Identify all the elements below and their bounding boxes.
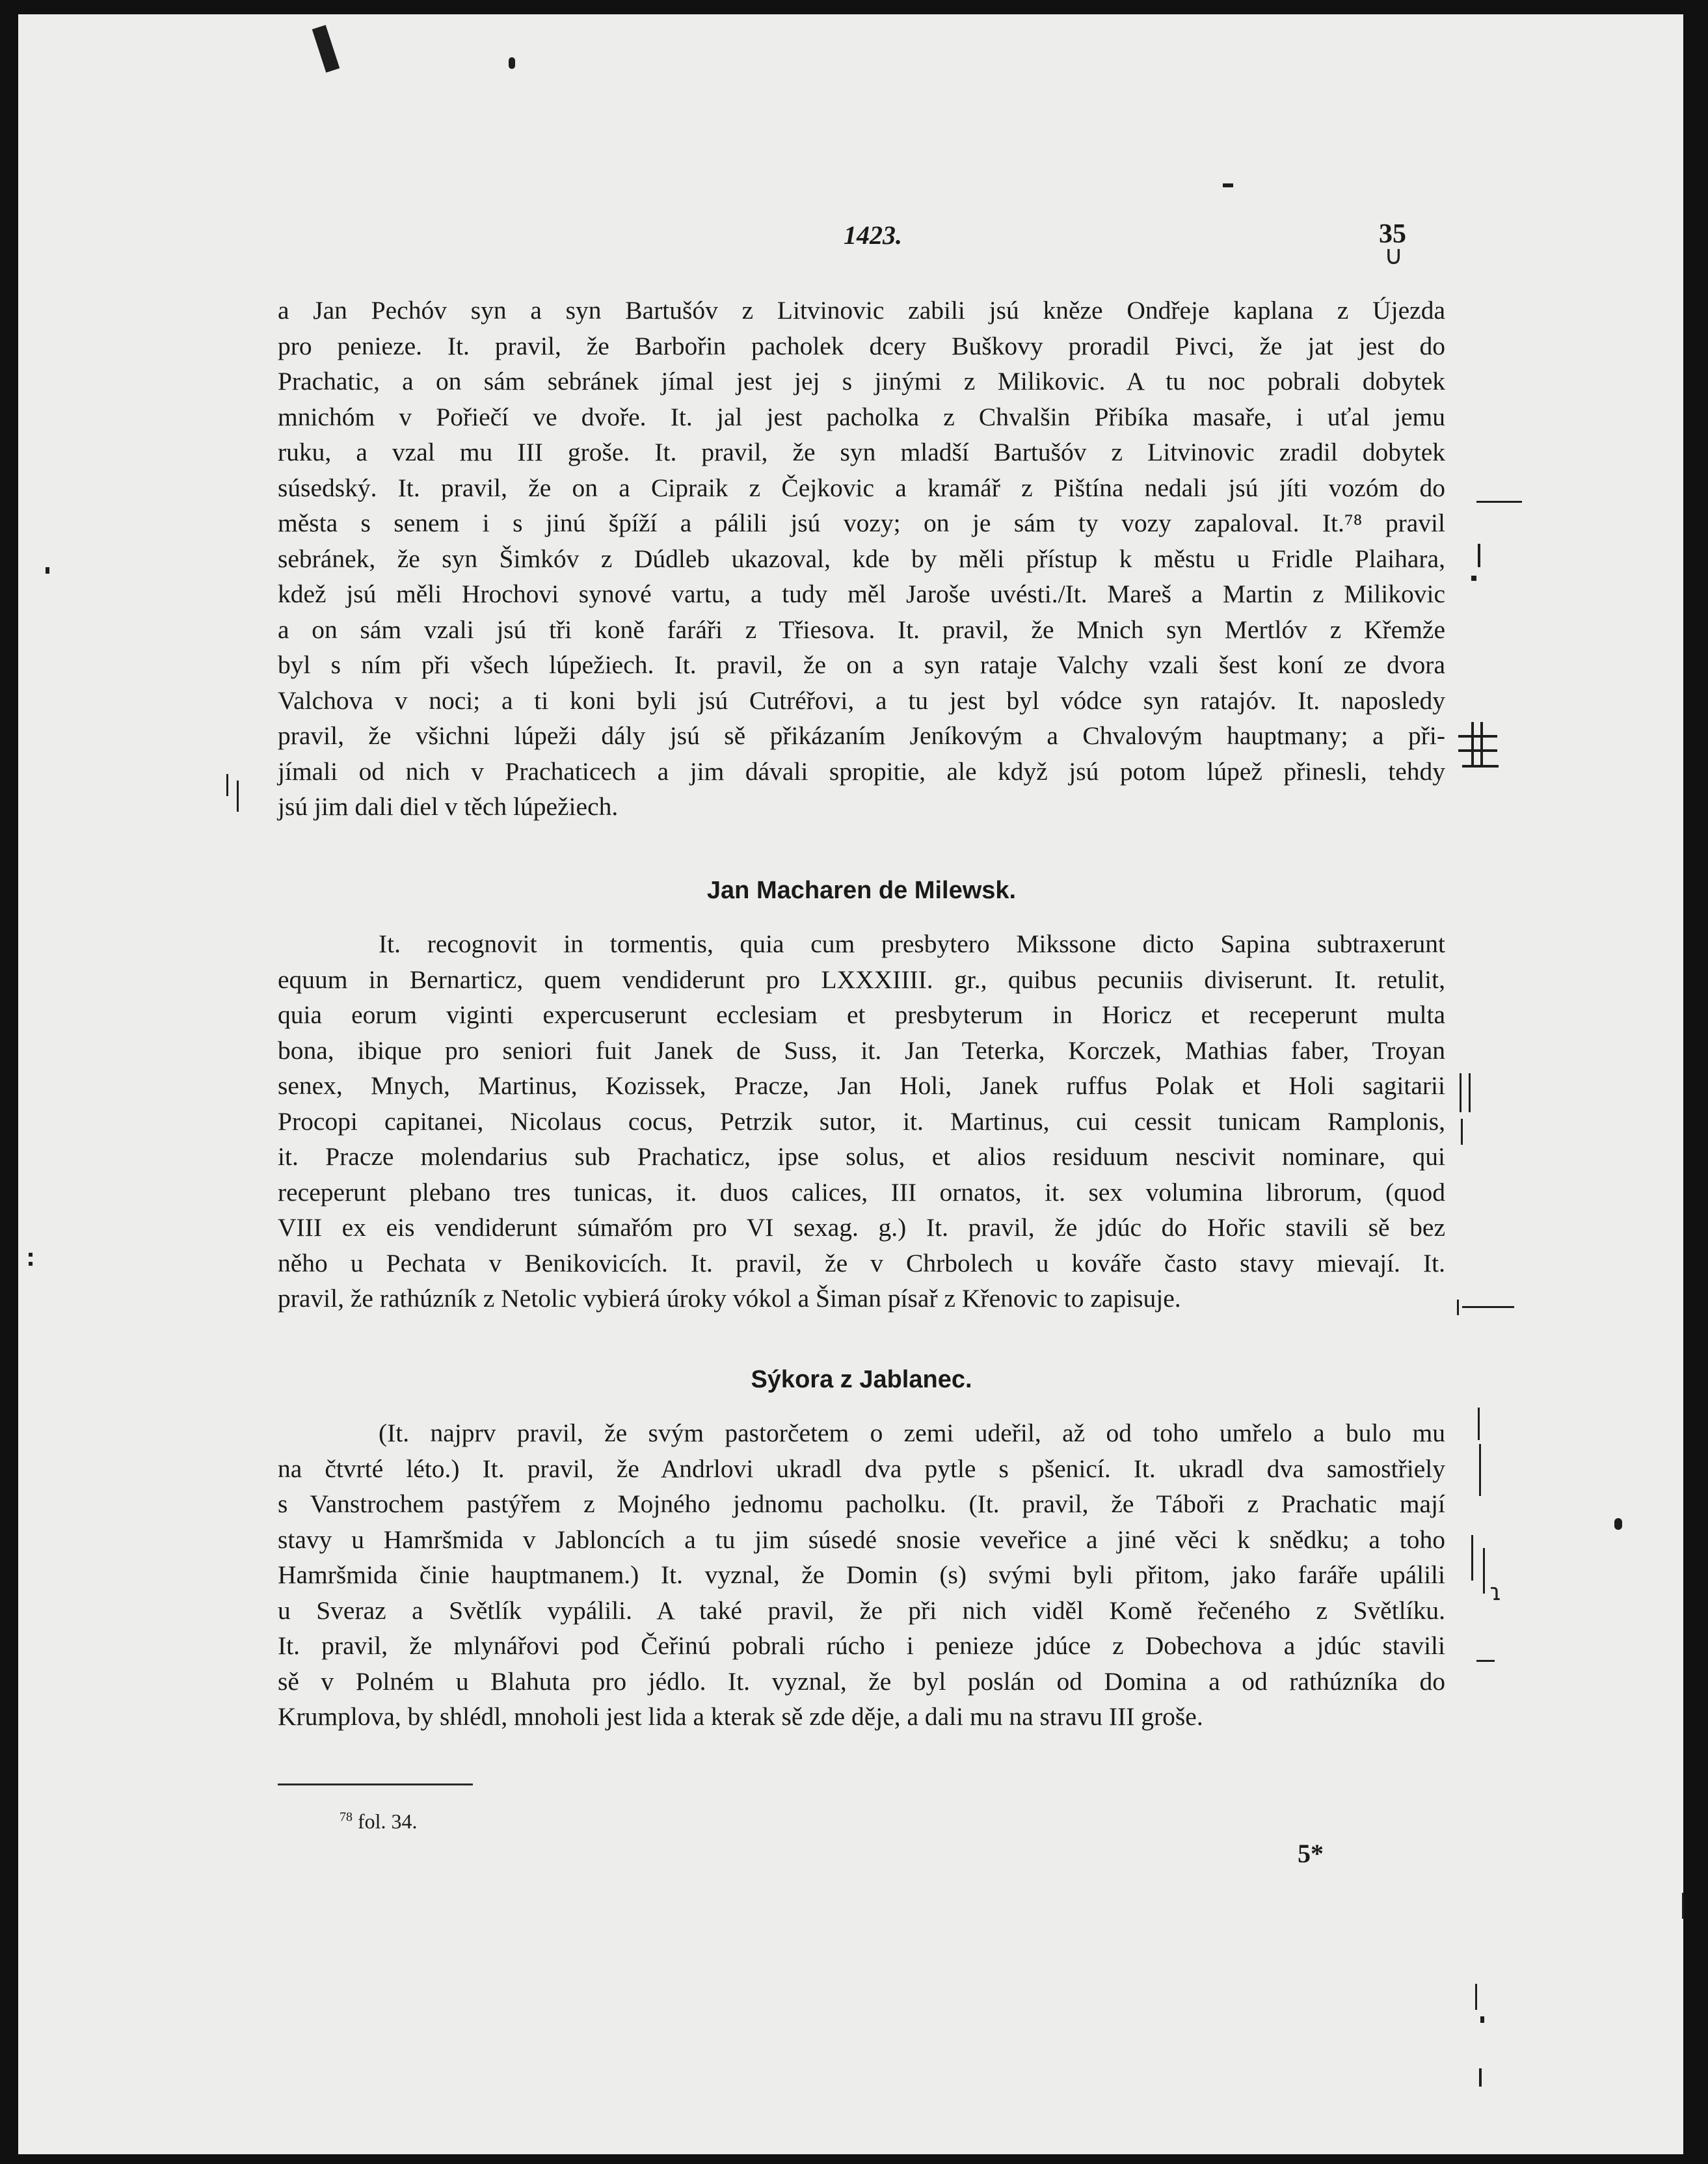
margin-stroke (1471, 576, 1476, 581)
page-number: 35 (1379, 219, 1406, 249)
text-line: pravil, že rathúzník z Netolic vybierá úroky vókol a Šiman písař z Křenovic to zapisuje. (278, 1284, 1181, 1313)
margin-dash (1462, 1306, 1514, 1308)
text-line: equum in Bernarticz, quem vendiderunt pro LXXXIIII. gr., quibus pecuniis diviserunt. It. retulit, (278, 965, 1445, 994)
margin-dot (29, 1253, 33, 1257)
text-line: it. Pracze molendarius sub Prachaticz, ipse solus, et alios residuum nescivit nominare, qui (278, 1142, 1445, 1171)
paragraph-1 (278, 293, 1445, 825)
text-line: a on sám vzali jsú tři koně faráři z Třiesova. It. pravil, že Mnich syn Mertlóv z Křemže (278, 615, 1445, 644)
margin-dot (29, 1262, 33, 1266)
scan-dot (1223, 183, 1233, 187)
margin-hash-stroke (1480, 722, 1483, 768)
margin-stroke (1478, 1408, 1480, 1440)
text-line: na čtvrté léto.) It. pravil, že Andrlovi ukradl dva pytle s pšenicí. It. ukradl dva samostřiely (278, 1454, 1445, 1483)
scan-dot (509, 57, 515, 69)
text-line: It. pravil, že mlynářovi pod Čeřinú pobrali rúcho i penieze jdúce z Dobechova a jdúc stavili (278, 1631, 1445, 1660)
scan-speck (1479, 2068, 1482, 2087)
margin-stroke (1460, 1073, 1461, 1112)
text-line: u Sveraz a Světlík vypálili. A také pravil, že při nich viděl Komě řečeného z Světlíku. (278, 1596, 1445, 1625)
footnote (340, 1810, 418, 1834)
text-line: (It. najprv pravil, že svým pastorčetem o zemi udeřil, až od toho umřelo a bulo mu (379, 1419, 1445, 1447)
margin-stroke-left (237, 781, 239, 812)
text-line: súsedský. It. pravil, že on a Cipraik z Čejkovic a kramář z Pištína nedali jsú jíti vozóm do (278, 473, 1445, 502)
text-line: jímali od nich v Prachaticech a jim dávali spropitie, ale když jsú potom lúpež přinesli, tehdy (278, 756, 1445, 786)
text-line: mnichóm v Pořiečí ve dvoře. It. jal jest pacholka z Chvalšin Přibíka masaře, i uťal jemu (278, 402, 1445, 431)
text-line: stavy u Hamršmida v Jabloncích a tu jim súsedé snosie veveřice a jiné věci k snědku; a toho (278, 1525, 1445, 1554)
text-line: byl s ním při všech lúpežiech. It. pravil, že on a syn rataje Valchy vzali šest koní ze dvora (278, 650, 1445, 679)
text-line: quia eorum viginti expercuserunt ecclesiam et presbyterum in Horicz et receperunt multa (278, 1000, 1445, 1029)
footnote-rule (278, 1783, 473, 1785)
section-heading: Jan Macharen de Milewsk. (706, 877, 1017, 904)
margin-hash-stroke (1462, 765, 1499, 768)
scan-speck (1475, 1984, 1477, 2010)
margin-stroke (1471, 1535, 1473, 1581)
text-line: s Vanstrochem pastýřem z Mojného jednomu pacholku. (It. pravil, že Táboři z Prachatic mají (278, 1489, 1445, 1518)
margin-stroke (1457, 1300, 1459, 1315)
margin-dash (1476, 1660, 1495, 1662)
running-head: 1423. (844, 220, 902, 250)
text-line: kdež jsú měli Hrochovi synové vartu, a tudy měl Jaroše uvésti./It. Mareš a Martin z Milikovic (278, 580, 1445, 608)
text-line: Valchova v noci; a ti koni byli jsú Cutréřovi, a tu jest byl vódce syn ratajóv. It. naposledy (278, 686, 1445, 715)
text-line: a Jan Pechóv syn a syn Bartušóv z Litvinovic zabili jsú kněze Ondřeje kaplana z Újezda (278, 296, 1445, 325)
text-line: pravil, že všichni lúpeži dály jsú sě přikázaním Jeníkovým a Chvalovým hauptmany; a při- (278, 721, 1445, 750)
text-line: sebránek, že syn Šimkóv z Dúdleb ukazoval, kde by měli přístup k městu u Fridle Plaihara, (278, 544, 1445, 573)
text-line: Procopi capitanei, Nicolaus cocus, Petrzik sutor, it. Martinus, cui cessit tunicam Ramplonis, (278, 1106, 1445, 1136)
margin-dot (1614, 1518, 1622, 1530)
section-2-body (278, 1415, 1445, 1735)
text-line: města s senem i s jinú špíží a pálili jsú vozy; on je sám ty vozy zapaloval. It.⁷⁸ pravil (278, 509, 1445, 537)
text-line: ruku, a vzal mu III groše. It. pravil, že syn mladší Bartušóv z Litvinovic zradil dobytek (278, 438, 1445, 466)
text-line: VIII ex eis vendiderunt súmařóm pro VI sexag. g.) It. pravil, že jdúc do Hořic stavili sě bez (278, 1213, 1445, 1242)
pencil-mark: ɿ (1489, 1579, 1502, 1606)
section-heading: Sýkora z Jablanec. (751, 1366, 972, 1393)
text-line: pro penieze. It. pravil, že Barbořin pacholek dcery Buškovy proradil Pivci, že jat jest do (278, 331, 1445, 360)
pencil-u-mark: ∪ (1384, 241, 1404, 271)
text-line: Krumplova, by shlédl, mnoholi jest lida a kterak sě zde děje, a dali mu na stravu III groše. (278, 1702, 1203, 1731)
margin-stroke (1469, 1073, 1471, 1112)
margin-stroke (1478, 544, 1480, 567)
margin-stroke (1483, 1548, 1485, 1594)
signature-mark: 5* (1298, 1839, 1324, 1868)
margin-stroke-left (226, 774, 228, 796)
margin-hash-stroke (1471, 722, 1474, 768)
margin-dot (46, 567, 49, 574)
footnote-text: fol. 34. (358, 1810, 418, 1833)
text-line: receperunt plebano tres tunicas, it. duos calices, III ornatos, it. sex volumina librorum, (quod (278, 1177, 1445, 1207)
margin-hash-stroke (1458, 735, 1497, 738)
scan-speck (1682, 1893, 1684, 1919)
text-line: Hamršmida činie hauptmanem.) It. vyznal, že Domin (s) svými byli přitom, jako faráře upálili (278, 1560, 1445, 1589)
scan-speck (1480, 2016, 1484, 2023)
footnote-number: 78 (340, 1810, 353, 1824)
text-line: It. recognovit in tormentis, quia cum presbytero Mikssone dicto Sapina subtraxerunt (379, 929, 1445, 958)
text-line: senex, Mnych, Martinus, Kozissek, Pracze, Jan Holi, Janek ruffus Polak et Holi sagitarii (278, 1071, 1445, 1100)
section-1-body (278, 926, 1445, 1316)
margin-stroke (1461, 1119, 1463, 1145)
text-line: jsú jim dali diel v těch lúpežiech. (278, 792, 619, 821)
text-line: něho u Pechata v Benikovicích. It. pravil, že v Chrbolech u kováře často stavy mievají. It. (278, 1248, 1445, 1277)
text-line: bona, ibique pro seniori fuit Janek de Suss, it. Jan Teterka, Korczek, Mathias faber, Troyan (278, 1035, 1445, 1065)
margin-stroke (1479, 1444, 1481, 1496)
margin-dash (1476, 501, 1522, 503)
text-line: sě v Polném u Blahuta pro jédlo. It. vyznal, že byl poslán od Domina a od rathúzníka do (278, 1666, 1445, 1696)
margin-hash-stroke (1458, 749, 1497, 752)
text-line: Prachatic, a on sám sebránek jímal jest jej s jinými z Milikovic. A tu noc pobrali dobytek (278, 367, 1445, 395)
